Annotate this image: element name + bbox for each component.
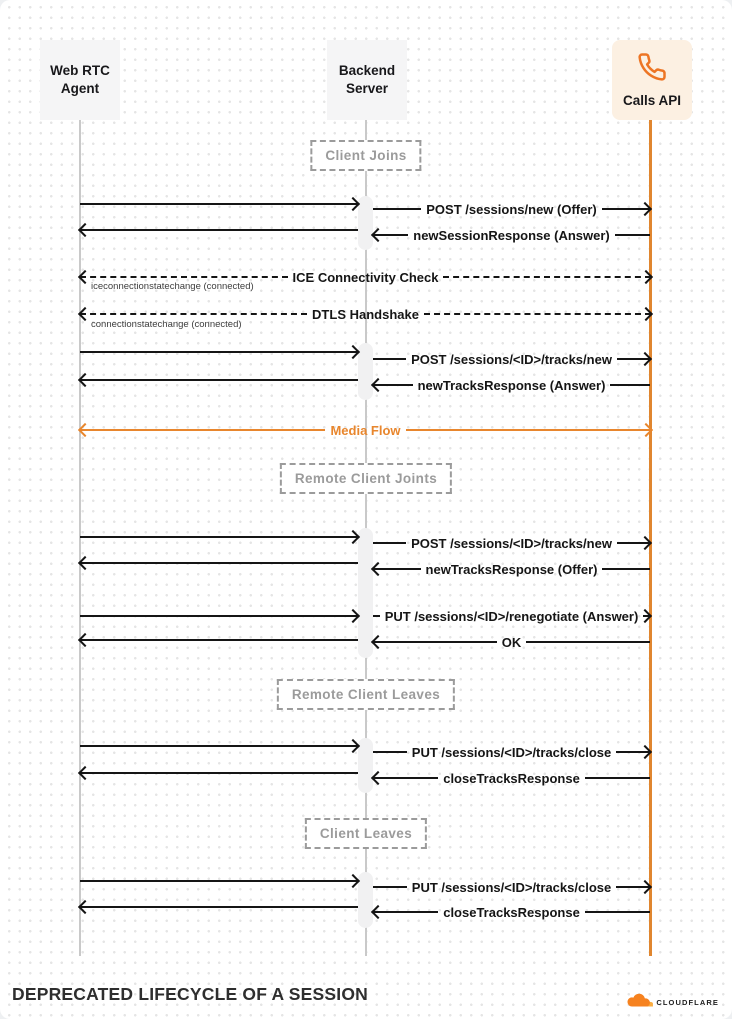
actor-box-web-rtc-agent	[40, 40, 120, 120]
actor-label-web-rtc-agent: Web RTC Agent	[50, 63, 110, 96]
message-label: closeTracksResponse	[443, 770, 580, 786]
arrow-agent-to-backend	[80, 871, 358, 891]
message-label: Media Flow	[330, 422, 401, 438]
arrowhead-right	[346, 197, 360, 211]
activation-bar	[358, 738, 373, 793]
arrow-backend-to-agent	[80, 553, 358, 573]
arrow-close-tracks-response	[373, 768, 650, 788]
arrow-put-renegotiate	[373, 606, 650, 626]
message-label: newTracksResponse (Answer)	[417, 377, 606, 393]
arrowhead-right	[638, 745, 652, 759]
arrow-backend-to-agent	[80, 370, 358, 390]
arrowhead-right	[346, 609, 360, 623]
arrowhead-left	[78, 270, 92, 284]
arrowhead-left	[78, 223, 92, 237]
arrowhead-right	[639, 270, 653, 284]
message-label: POST /sessions/<ID>/tracks/new	[411, 535, 612, 551]
brand-text: CLOUDFLARE	[656, 997, 719, 1007]
arrowhead-right	[638, 352, 652, 366]
arrow-backend-to-agent	[80, 897, 358, 917]
arrow-put-tracks-close	[373, 742, 650, 762]
actor-box-backend-server	[327, 40, 407, 120]
actor-label-backend-server: Backend Server	[338, 63, 396, 96]
arrow-post-tracks-new	[373, 533, 650, 553]
page-title: DEPRECATED LIFECYCLE OF A SESSION	[12, 984, 368, 1004]
section-label-client-leaves: Client Leaves	[305, 818, 427, 849]
arrow-close-tracks-response	[373, 902, 650, 922]
arrow-agent-to-backend	[80, 342, 358, 362]
arrowhead-left	[78, 307, 92, 321]
arrowhead-right	[346, 530, 360, 544]
arrowhead-right	[639, 423, 653, 437]
event-label-connectionstatechange: connectionstatechange (connected)	[91, 319, 242, 330]
event-label-iceconnectionstatechange: iceconnectionstatechange (connected)	[91, 281, 254, 292]
arrow-put-tracks-close	[373, 877, 650, 897]
cloudflare-logo	[625, 992, 719, 1012]
arrowhead-left	[78, 766, 92, 780]
message-label: DTLS Handshake	[312, 306, 419, 322]
arrowhead-left	[371, 562, 385, 576]
arrowhead-right	[639, 307, 653, 321]
arrowhead-left	[371, 905, 385, 919]
arrow-backend-to-agent	[80, 220, 358, 240]
message-label: closeTracksResponse	[443, 904, 580, 920]
phone-icon	[637, 52, 667, 87]
activation-bar	[358, 528, 373, 658]
arrow-backend-to-agent	[80, 763, 358, 783]
message-label: PUT /sessions/<ID>/tracks/close	[411, 744, 612, 760]
arrow-agent-to-backend	[80, 527, 358, 547]
arrowhead-right	[346, 874, 360, 888]
actor-label-calls-api: Calls API	[622, 93, 682, 108]
actor-box-calls-api	[612, 40, 692, 120]
arrowhead-left	[78, 423, 92, 437]
message-label: newTracksResponse (Offer)	[425, 561, 598, 577]
arrow-post-tracks-new	[373, 349, 650, 369]
arrowhead-right	[638, 202, 652, 216]
arrow-post-sessions-new	[373, 199, 650, 219]
section-label-client-joins: Client Joins	[310, 140, 421, 171]
message-label: ICE Connectivity Check	[292, 269, 439, 285]
arrow-agent-to-backend	[80, 606, 358, 626]
arrow-agent-to-backend	[80, 736, 358, 756]
arrowhead-left	[371, 771, 385, 785]
message-label: PUT /sessions/<ID>/renegotiate (Answer)	[384, 608, 639, 624]
arrow-new-tracks-response-answer	[373, 375, 650, 395]
activation-bar	[358, 196, 373, 250]
section-label-remote-client-leaves: Remote Client Leaves	[277, 679, 455, 710]
arrow-backend-to-agent	[80, 630, 358, 650]
arrow-new-session-response	[373, 225, 650, 245]
arrowhead-right	[346, 739, 360, 753]
message-label: PUT /sessions/<ID>/tracks/close	[411, 879, 612, 895]
arrowhead-right	[638, 880, 652, 894]
message-label: POST /sessions/<ID>/tracks/new	[411, 351, 612, 367]
message-label: POST /sessions/new (Offer)	[426, 201, 597, 217]
cloudflare-cloud-icon	[625, 992, 653, 1012]
arrowhead-right	[638, 536, 652, 550]
arrowhead-left	[78, 633, 92, 647]
message-label: newSessionResponse (Answer)	[413, 227, 610, 243]
section-label-remote-client-joints: Remote Client Joints	[280, 463, 452, 494]
arrowhead-left	[371, 228, 385, 242]
arrow-agent-to-backend	[80, 194, 358, 214]
arrowhead-left	[78, 556, 92, 570]
arrowhead-right	[346, 345, 360, 359]
arrow-ok	[373, 632, 650, 652]
arrow-new-tracks-response-offer	[373, 559, 650, 579]
arrow-media-flow	[80, 420, 651, 440]
arrowhead-left	[78, 900, 92, 914]
arrowhead-left	[78, 373, 92, 387]
arrowhead-left	[371, 378, 385, 392]
arrowhead-left	[371, 635, 385, 649]
message-label: OK	[501, 634, 522, 650]
